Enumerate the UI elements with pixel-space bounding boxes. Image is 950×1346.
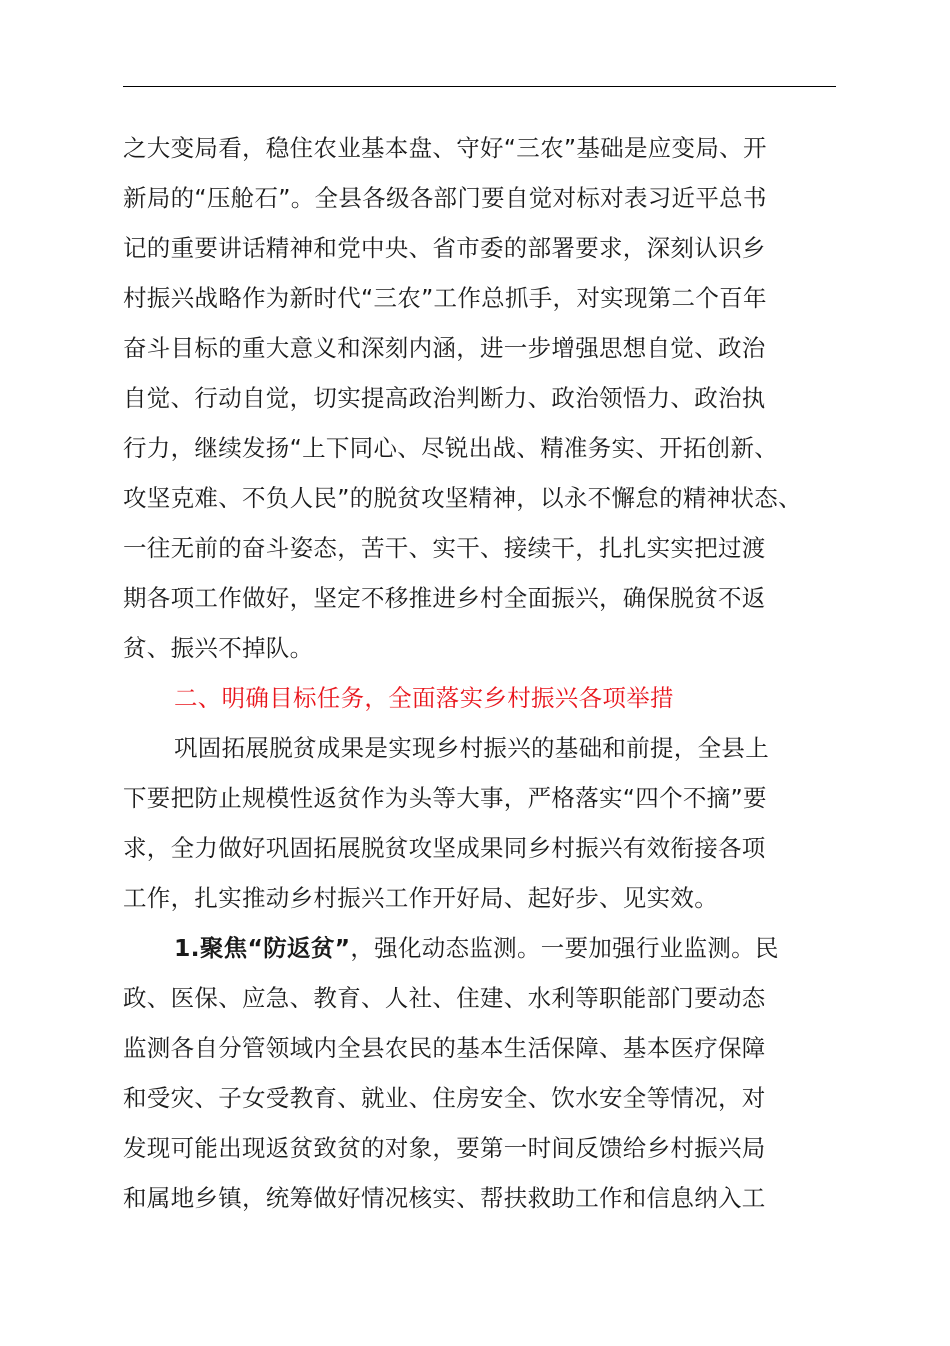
paragraph-1 (123, 123, 836, 673)
paragraph-line: 之大变局看，稳住农业基本盘、守好“三农”基础是应变局、开 (123, 134, 767, 162)
paragraph-line: 攻坚克难、不负人民”的脱贫攻坚精神，以永不懈怠的精神状态、 (123, 484, 802, 512)
paragraph-line: 监测各自分管领域内全县农民的基本生活保障、基本医疗保障 (123, 1034, 766, 1062)
paragraph-line: 和受灾、子女受教育、就业、住房安全、饮水安全等情况，对 (123, 1084, 766, 1112)
paragraph-line-rest: ，强化动态监测。一要加强行业监测。民 (350, 934, 779, 962)
paragraph-line: 求，全力做好巩固拓展脱贫攻坚成果同乡村振兴有效衔接各项 (123, 834, 766, 862)
paragraph-2 (123, 723, 836, 923)
paragraph-3 (123, 923, 836, 1223)
document-body (123, 123, 836, 1223)
paragraph-line: 一往无前的奋斗姿态，苦干、实干、接续干，扎扎实实把过渡 (123, 534, 766, 562)
paragraph-line: 记的重要讲话精神和党中央、省市委的部署要求，深刻认识乡 (123, 234, 766, 262)
paragraph-line: 巩固拓展脱贫成果是实现乡村振兴的基础和前提，全县上 (174, 734, 769, 762)
paragraph-line: 新局的“压舱石”。全县各级各部门要自觉对标对表习近平总书 (123, 184, 767, 212)
paragraph-line: 和属地乡镇，统筹做好情况核实、帮扶救助工作和信息纳入工 (123, 1184, 766, 1212)
bold-lead-text: 1.聚焦“防返贫” (174, 934, 351, 962)
paragraph-line: 发现可能出现返贫致贫的对象，要第一时间反馈给乡村振兴局 (123, 1134, 766, 1162)
paragraph-line: 奋斗目标的重大意义和深刻内涵，进一步增强思想自觉、政治 (123, 334, 766, 362)
paragraph-line: 政、医保、应急、教育、人社、住建、水利等职能部门要动态 (123, 984, 766, 1012)
paragraph-line: 期各项工作做好，坚定不移推进乡村全面振兴，确保脱贫不返 (123, 584, 766, 612)
paragraph-line: 村振兴战略作为新时代“三农”工作总抓手，对实现第二个百年 (123, 284, 767, 312)
paragraph-line: 工作，扎实推动乡村振兴工作开好局、起好步、见实效。 (123, 884, 718, 912)
paragraph-line: 自觉、行动自觉，切实提高政治判断力、政治领悟力、政治执 (123, 384, 766, 412)
header-rule (123, 86, 836, 87)
section-heading: 二、明确目标任务，全面落实乡村振兴各项举措 (174, 684, 674, 712)
paragraph-first-line (123, 923, 836, 973)
paragraph-line: 行力，继续发扬“上下同心、尽锐出战、精准务实、开拓创新、 (123, 434, 779, 462)
paragraph-line: 贫、振兴不掉队。 (123, 634, 314, 662)
paragraph-line: 下要把防止规模性返贫作为头等大事，严格落实“四个不摘”要 (123, 784, 767, 812)
